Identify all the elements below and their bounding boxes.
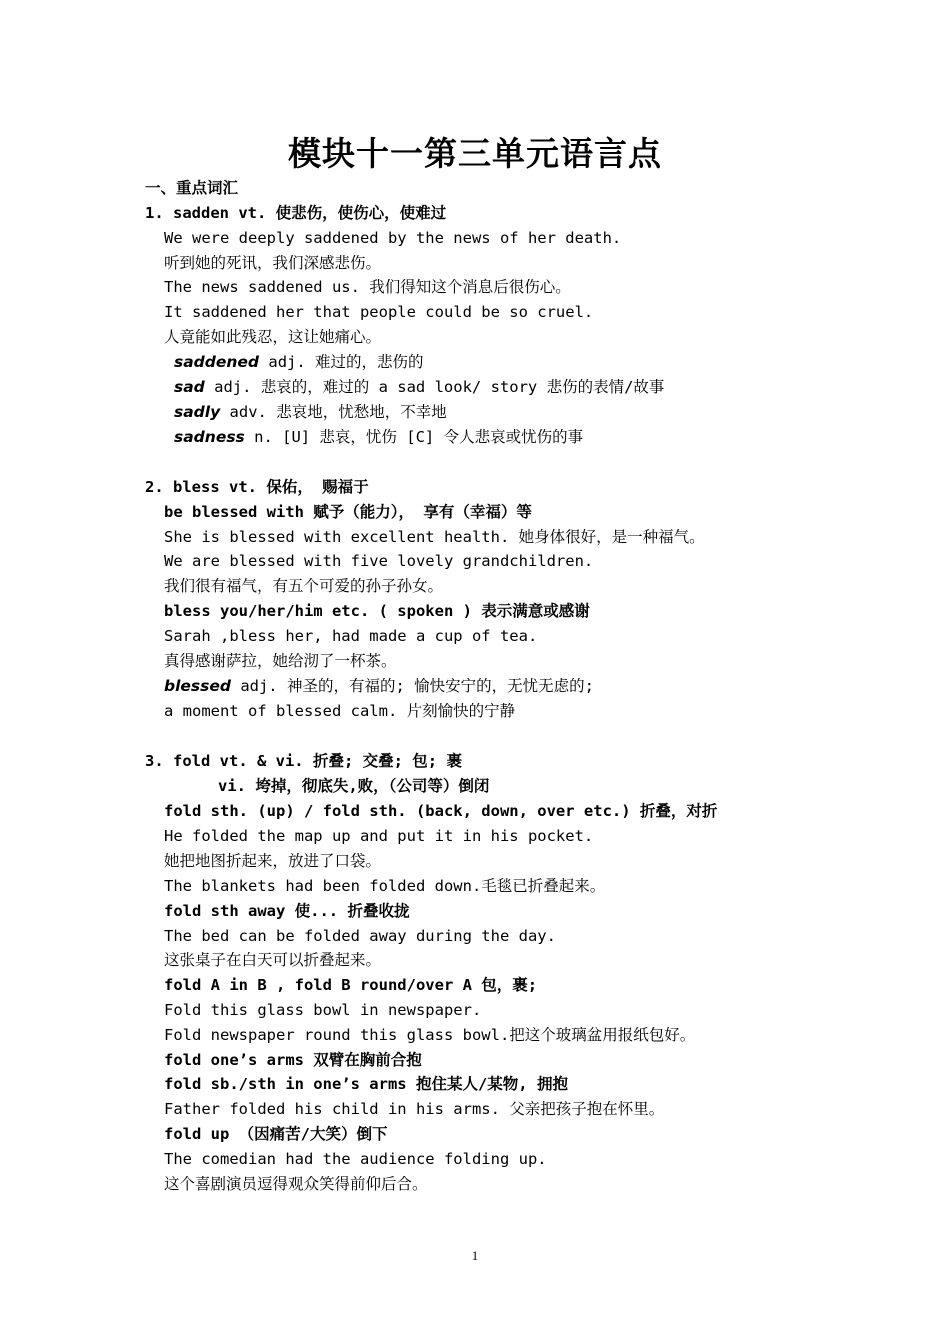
text-line (164, 651, 397, 671)
text-line (164, 626, 537, 646)
line-text: The blankets had been folded down.毛毯已折叠起来。 (164, 877, 606, 895)
text-line (164, 1099, 664, 1119)
text-line (164, 1149, 547, 1169)
line-text: 3. fold vt. & vi. 折叠; 交叠; 包; 裹 (145, 752, 462, 770)
line-text: vi. 垮掉，彻底失,败，（公司等）倒闭 (218, 777, 490, 795)
text-line (218, 776, 489, 796)
headword: blessed (164, 677, 231, 695)
line-text: The comedian had the audience folding up. (164, 1150, 547, 1168)
text-line (174, 377, 664, 397)
text-line (164, 502, 532, 522)
text-line (164, 901, 409, 921)
line-text: 这张桌子在白天可以折叠起来。 (164, 951, 382, 969)
line-text: 1. sadden vt. 使悲伤，使伤心，使难过 (145, 204, 447, 222)
line-text: Fold this glass bowl in newspaper. (164, 1001, 482, 1019)
text-line (164, 228, 621, 248)
line-text: Fold newspaper round this glass bowl.把这个玻璃盆用报纸包好。 (164, 1026, 696, 1044)
text-line (164, 676, 594, 696)
text-line (164, 327, 381, 347)
line-text: be blessed with 赋予（能力）， 享有（幸福）等 (164, 503, 532, 521)
line-text: fold sb./sth in one’s arms 抱住某人/某物, 拥抱 (164, 1075, 568, 1093)
text-line (164, 975, 537, 995)
line-text: We are blessed with five lovely grandchildren. (164, 552, 594, 570)
text-line (145, 203, 446, 223)
text-line (164, 302, 593, 322)
text-line (164, 950, 381, 970)
line-text: adj. 难过的，悲伤的 (259, 353, 424, 371)
line-text: adv. 悲哀地，忧愁地，不幸地 (220, 403, 447, 421)
text-line (164, 876, 605, 896)
text-line (164, 576, 443, 596)
line-text: 这个喜剧演员逗得观众笑得前仰后合。 (164, 1175, 428, 1193)
text-line (164, 701, 515, 721)
text-line (164, 527, 705, 547)
line-text: fold sth away 使... 折叠收拢 (164, 902, 410, 920)
text-line (174, 427, 583, 447)
line-text: adj. 神圣的，有福的; 愉快安宁的，无忧无虑的; (230, 677, 594, 695)
text-line (164, 826, 593, 846)
headword: sadly (174, 403, 221, 421)
headword: sadness (174, 428, 245, 446)
line-text: It saddened her that people could be so cruel. (164, 303, 594, 321)
text-line (164, 277, 571, 297)
text-line (164, 601, 590, 621)
line-text: 听到她的死讯，我们深感悲伤。 (164, 254, 382, 272)
page-title: 模块十一第三单元语言点 (288, 134, 662, 173)
text-line (145, 477, 369, 497)
line-text: The bed can be folded away during the day. (164, 927, 556, 945)
line-text: fold one’s arms 双臂在胸前合抱 (164, 1051, 422, 1069)
page-number: 1 (471, 1248, 479, 1263)
line-text: 人竟能如此残忍，这让她痛心。 (164, 328, 382, 346)
line-text: fold sth. (up) / fold sth. (back, down, over etc.) 折叠，对折 (164, 802, 718, 820)
line-text: fold A in B , fold B round/over A 包，裹; (164, 976, 538, 994)
text-line (164, 1174, 428, 1194)
section-heading: 一、重点词汇 (145, 179, 239, 197)
headword: saddened (174, 353, 260, 371)
line-text: adj. 悲哀的，难过的 a sad look/ story 悲伤的表情/故事 (204, 378, 665, 396)
line-text: We were deeply saddened by the news of her death. (164, 229, 622, 247)
text-line (164, 1074, 568, 1094)
line-text: Father folded his child in his arms. 父亲把孩子抱在怀里。 (164, 1100, 665, 1118)
text-line (174, 352, 424, 372)
line-text: 我们很有福气，有五个可爱的孙子孙女。 (164, 577, 444, 595)
line-text: Sarah ,bless her, had made a cup of tea. (164, 627, 538, 645)
line-text: a moment of blessed calm. 片刻愉快的宁静 (164, 702, 516, 720)
text-line (164, 1025, 695, 1045)
line-text: fold up （因痛苦/大笑）倒下 (164, 1125, 388, 1143)
text-line (164, 1000, 481, 1020)
line-text: 真得感谢萨拉，她给沏了一杯茶。 (164, 652, 397, 670)
line-text: n. [U] 悲哀，忧伤 [C] 令人悲哀或忧伤的事 (244, 428, 584, 446)
line-text: The news saddened us. 我们得知这个消息后很伤心。 (164, 278, 571, 296)
line-text: bless you/her/him etc. ( spoken ) 表示满意或感谢 (164, 602, 590, 620)
text-line (164, 801, 717, 821)
text-line (174, 402, 447, 422)
text-line (164, 926, 556, 946)
text-line (164, 253, 381, 273)
text-line (164, 1050, 422, 1070)
text-line (164, 851, 381, 871)
line-text: He folded the map up and put it in his pocket. (164, 827, 594, 845)
text-line (145, 751, 462, 771)
text-line (164, 551, 593, 571)
headword: sad (174, 378, 205, 396)
line-text: 她把地图折起来，放进了口袋。 (164, 852, 382, 870)
line-text: 2. bless vt. 保佑， 赐福于 (145, 478, 369, 496)
line-text: She is blessed with excellent health. 她身体很好，是一种福气。 (164, 528, 705, 546)
text-line (164, 1124, 388, 1144)
